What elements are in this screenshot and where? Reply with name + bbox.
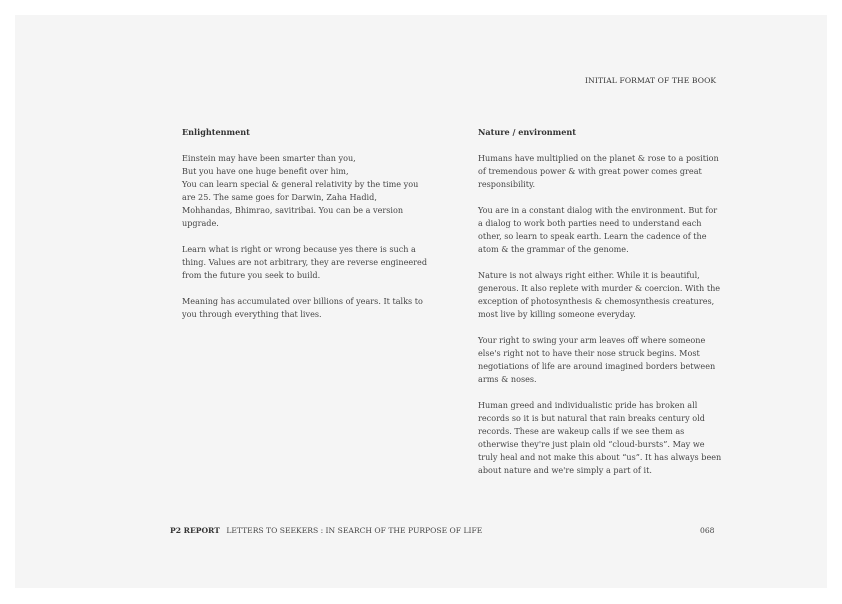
- footer-brand: P2 REPORT: [170, 526, 220, 535]
- left-column-heading: Enlightenment: [182, 127, 250, 137]
- left-paragraph: Meaning has accumulated over billions of years. It talks to you through everything that lives.: [182, 296, 423, 319]
- footer-title: LETTERS TO SEEKERS : IN SEARCH OF THE PURPOSE OF LIFE: [226, 526, 483, 535]
- left-paragraph-intro: [182, 152, 427, 230]
- left-line-2: But you have one huge benefit over him,: [182, 166, 349, 176]
- left-column: [182, 126, 427, 334]
- right-column: [478, 126, 723, 490]
- right-paragraph: Humans have multiplied on the planet & rose to a position of tremendous power & with great power comes great responsibility.: [478, 153, 719, 189]
- page-number: 068: [700, 526, 715, 535]
- footer: [170, 526, 482, 535]
- left-paragraph: Learn what is right or wrong because yes there is such a thing. Values are not arbitrary, they are reverse engineered from the future you seek to build.: [182, 244, 427, 280]
- section-title: INITIAL FORMAT OF THE BOOK: [585, 76, 717, 85]
- right-paragraph: You are in a constant dialog with the environment. But for a dialog to work both parties need to understand each other, so learn to speak earth. Learn the cadence of the atom & the grammar of the genome.: [478, 205, 718, 254]
- right-paragraph: Nature is not always right either. While it is beautiful, generous. It also replete with murder & coercion. With the exception of photosynthesis & chemosynthesis creatures, most live by killing someone everyday.: [478, 270, 721, 319]
- right-column-heading: Nature / environment: [478, 127, 576, 137]
- left-line-1: Einstein may have been smarter than you,: [182, 153, 356, 163]
- right-paragraph: Human greed and individualistic pride has broken all records so it is but natural that rain breaks century old records. These are wakeup calls if we see them as otherwise they're just plain old “cloud-bursts”. May we truly heal and not make this about “us”. It has always been about nature and we're simply a part of it.: [478, 400, 722, 475]
- left-line-3: You can learn special & general relativity by the time you are 25. The same goes for Darwin, Zaha Hadid, Mohhandas, Bhimrao, savitribai. You can be a version upgrade.: [182, 179, 419, 228]
- right-paragraph: Your right to swing your arm leaves off where someone else's right not to have their nose struck begins. Most negotiations of life are around imagined borders between arms & noses.: [478, 335, 716, 384]
